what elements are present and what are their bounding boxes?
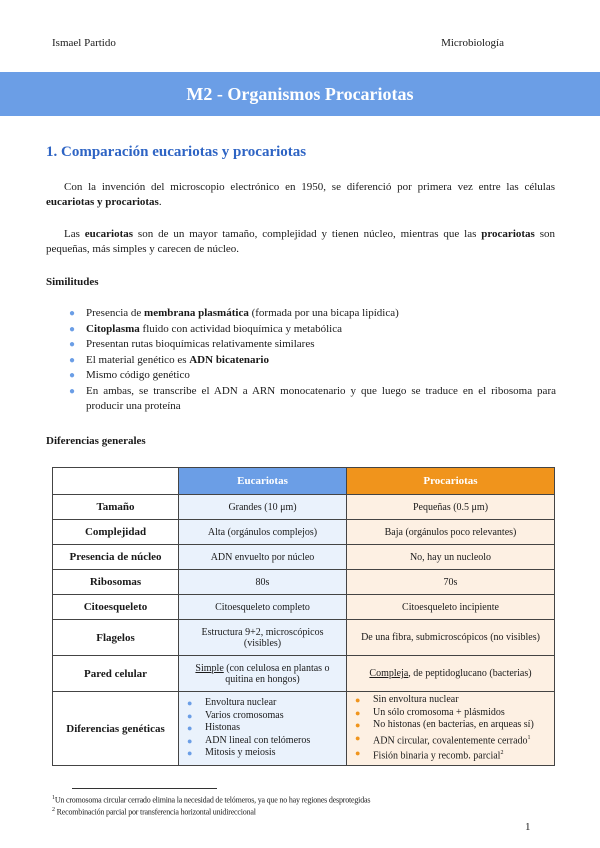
bullet-icon: ● [69,323,76,335]
bullet-icon: ● [69,385,76,397]
row-label: Pared celular [53,656,179,692]
list-item: ● Envoltura nuclear [187,697,277,709]
header-eucariotas: Eucariotas [179,468,347,495]
cell-eucariotas: Citoesqueleto completo [179,595,347,620]
cell-procariotas: Pequeñas (0.5 μm) [347,495,555,520]
list-item: ● Presentan rutas bioquímicas relativamente similares [46,337,556,353]
comp-bold-procariotas: procariotas [481,228,535,240]
bullet-icon: ● [355,748,361,759]
table-row [53,595,555,620]
comp-bold-eucariotas: eucariotas [84,228,134,240]
bullet-icon: ● [355,732,361,743]
page-number: 1 [525,821,531,833]
comp-text-3: son pequeñas, más simples y carecen de núcleo. [46,228,555,255]
list-item: ● Histonas [187,722,240,734]
list-item: ● El material genético es ADN bicatenario [46,353,556,369]
cell-procariotas: De una fibra, submicroscópicos (no visibles) [347,620,555,656]
list-item: ● Fisión binaria y recomb. parcial$^2$ [355,748,504,762]
row-label: Tamaño [53,495,179,520]
cell-eucariotas: Estructura 9+2, microscópicos (visibles) [179,620,347,656]
intro-paragraph [46,180,555,210]
footnote-divider [72,788,217,789]
list-item: ● ADN circular, covalentemente cerrado$^1$ [355,732,531,746]
footnote-ref-1[interactable]: 1 [527,734,531,741]
row-label: Presencia de núcleo [53,545,179,570]
list-item: ● Mitosis y meiosis [187,747,276,759]
cell-procariotas [347,692,555,766]
footnote-2: $^2$ Recombinación parcial por transferencia horizontal unidireccional [52,807,256,817]
header-procariotas: Procariotas [347,468,555,495]
comparison-table [52,467,555,766]
similitudes-heading: Similitudes [46,276,99,288]
bullet-icon: ● [187,735,193,746]
row-label: Flagelos [53,620,179,656]
list-item: ● Presencia de membrana plasmática (formada por una bicapa lipídica) [46,306,556,322]
table-corner-cell [53,468,179,495]
row-label: Citoesqueleto [53,595,179,620]
intro-bold-procariotas: procariotas [105,196,159,208]
list-item: ● ADN lineal con telómeros [187,734,311,746]
comp-text-1: Las [64,228,85,240]
footnote-ref-2[interactable]: 2 [500,750,504,757]
table-header-row [53,468,555,495]
cell-eucariotas: Simple (con celulosa en plantas o quitina en hongos) [179,656,347,692]
intro-bold-eucariotas: eucariotas [46,196,95,208]
row-label: Diferencias genéticas [53,692,179,766]
table-row [53,620,555,656]
bullet-icon: ● [355,707,361,718]
list-item: ● No histonas (en bacterias, en arqueas sí) [355,719,534,730]
table-row [53,545,555,570]
bullet-icon: ● [187,698,193,709]
header-subject: Microbiología [441,37,504,49]
genetic-list-procariotas [351,694,550,763]
section-heading: 1. Comparación eucariotas y procariotas [46,144,307,160]
intro-text-1: Con la invención del microscopio electrónico en 1950, se diferenció por primera vez entre las células [64,181,555,193]
cell-eucariotas: ADN envuelto por núcleo [179,545,347,570]
comp-text-2: son de un mayor tamaño, complejidad y tienen núcleo, mientras que las [133,228,482,240]
similitudes-list [46,306,556,415]
header-author: Ismael Partido [52,37,116,49]
list-item: ● Mismo código genético [46,368,556,384]
bullet-icon: ● [355,720,361,730]
cell-procariotas: Baja (orgánulos poco relevantes) [347,520,555,545]
row-label: Ribosomas [53,570,179,595]
bullet-icon: ● [69,339,76,350]
cell-eucariotas: Alta (orgánulos complejos) [179,520,347,545]
cell-procariotas: Compleja, de peptidoglucano (bacterias) [347,656,555,692]
row-label: Complejidad [53,520,179,545]
cell-procariotas: Citoesqueleto incipiente [347,595,555,620]
cell-procariotas: 70s [347,570,555,595]
list-item: ● Citoplasma fluido con actividad bioquímica y metabólica [46,322,556,338]
table-row [53,692,555,766]
genetic-list-eucariotas [183,697,342,760]
table-row [53,570,555,595]
bullet-icon: ● [187,710,193,721]
cell-eucariotas: Grandes (10 μm) [179,495,347,520]
cell-procariotas: No, hay un nucleolo [347,545,555,570]
comparison-paragraph [46,227,555,257]
page-title-banner: M2 - Organismos Procariotas [0,72,600,116]
intro-bold-y: y [94,196,106,208]
table-row [53,495,555,520]
list-item: ● Sin envoltura nuclear [355,694,459,705]
footnote-1: $^1$Un cromosoma circular cerrado elimina la necesidad de telómeros, ya que no hay regiones desprotegidas [52,795,371,805]
bullet-icon: ● [69,308,76,319]
bullet-icon: ● [187,723,193,734]
bullet-icon: ● [69,370,76,381]
list-item: ● Un sólo cromosoma + plásmidos [355,706,505,718]
cell-eucariotas [179,692,347,766]
diferencias-heading: Diferencias generales [46,435,146,447]
list-item: ● En ambas, se transcribe el ADN a ARN monocatenario y que luego se traduce en el ribosoma para producir una proteína [69,384,556,412]
intro-text-end: . [158,196,162,208]
bullet-icon: ● [187,748,193,759]
table-row [53,520,555,545]
bullet-icon: ● [69,354,76,366]
table-row [53,656,555,692]
list-item: ● Varios cromosomas [187,709,284,721]
cell-eucariotas: 80s [179,570,347,595]
bullet-icon: ● [355,695,361,705]
